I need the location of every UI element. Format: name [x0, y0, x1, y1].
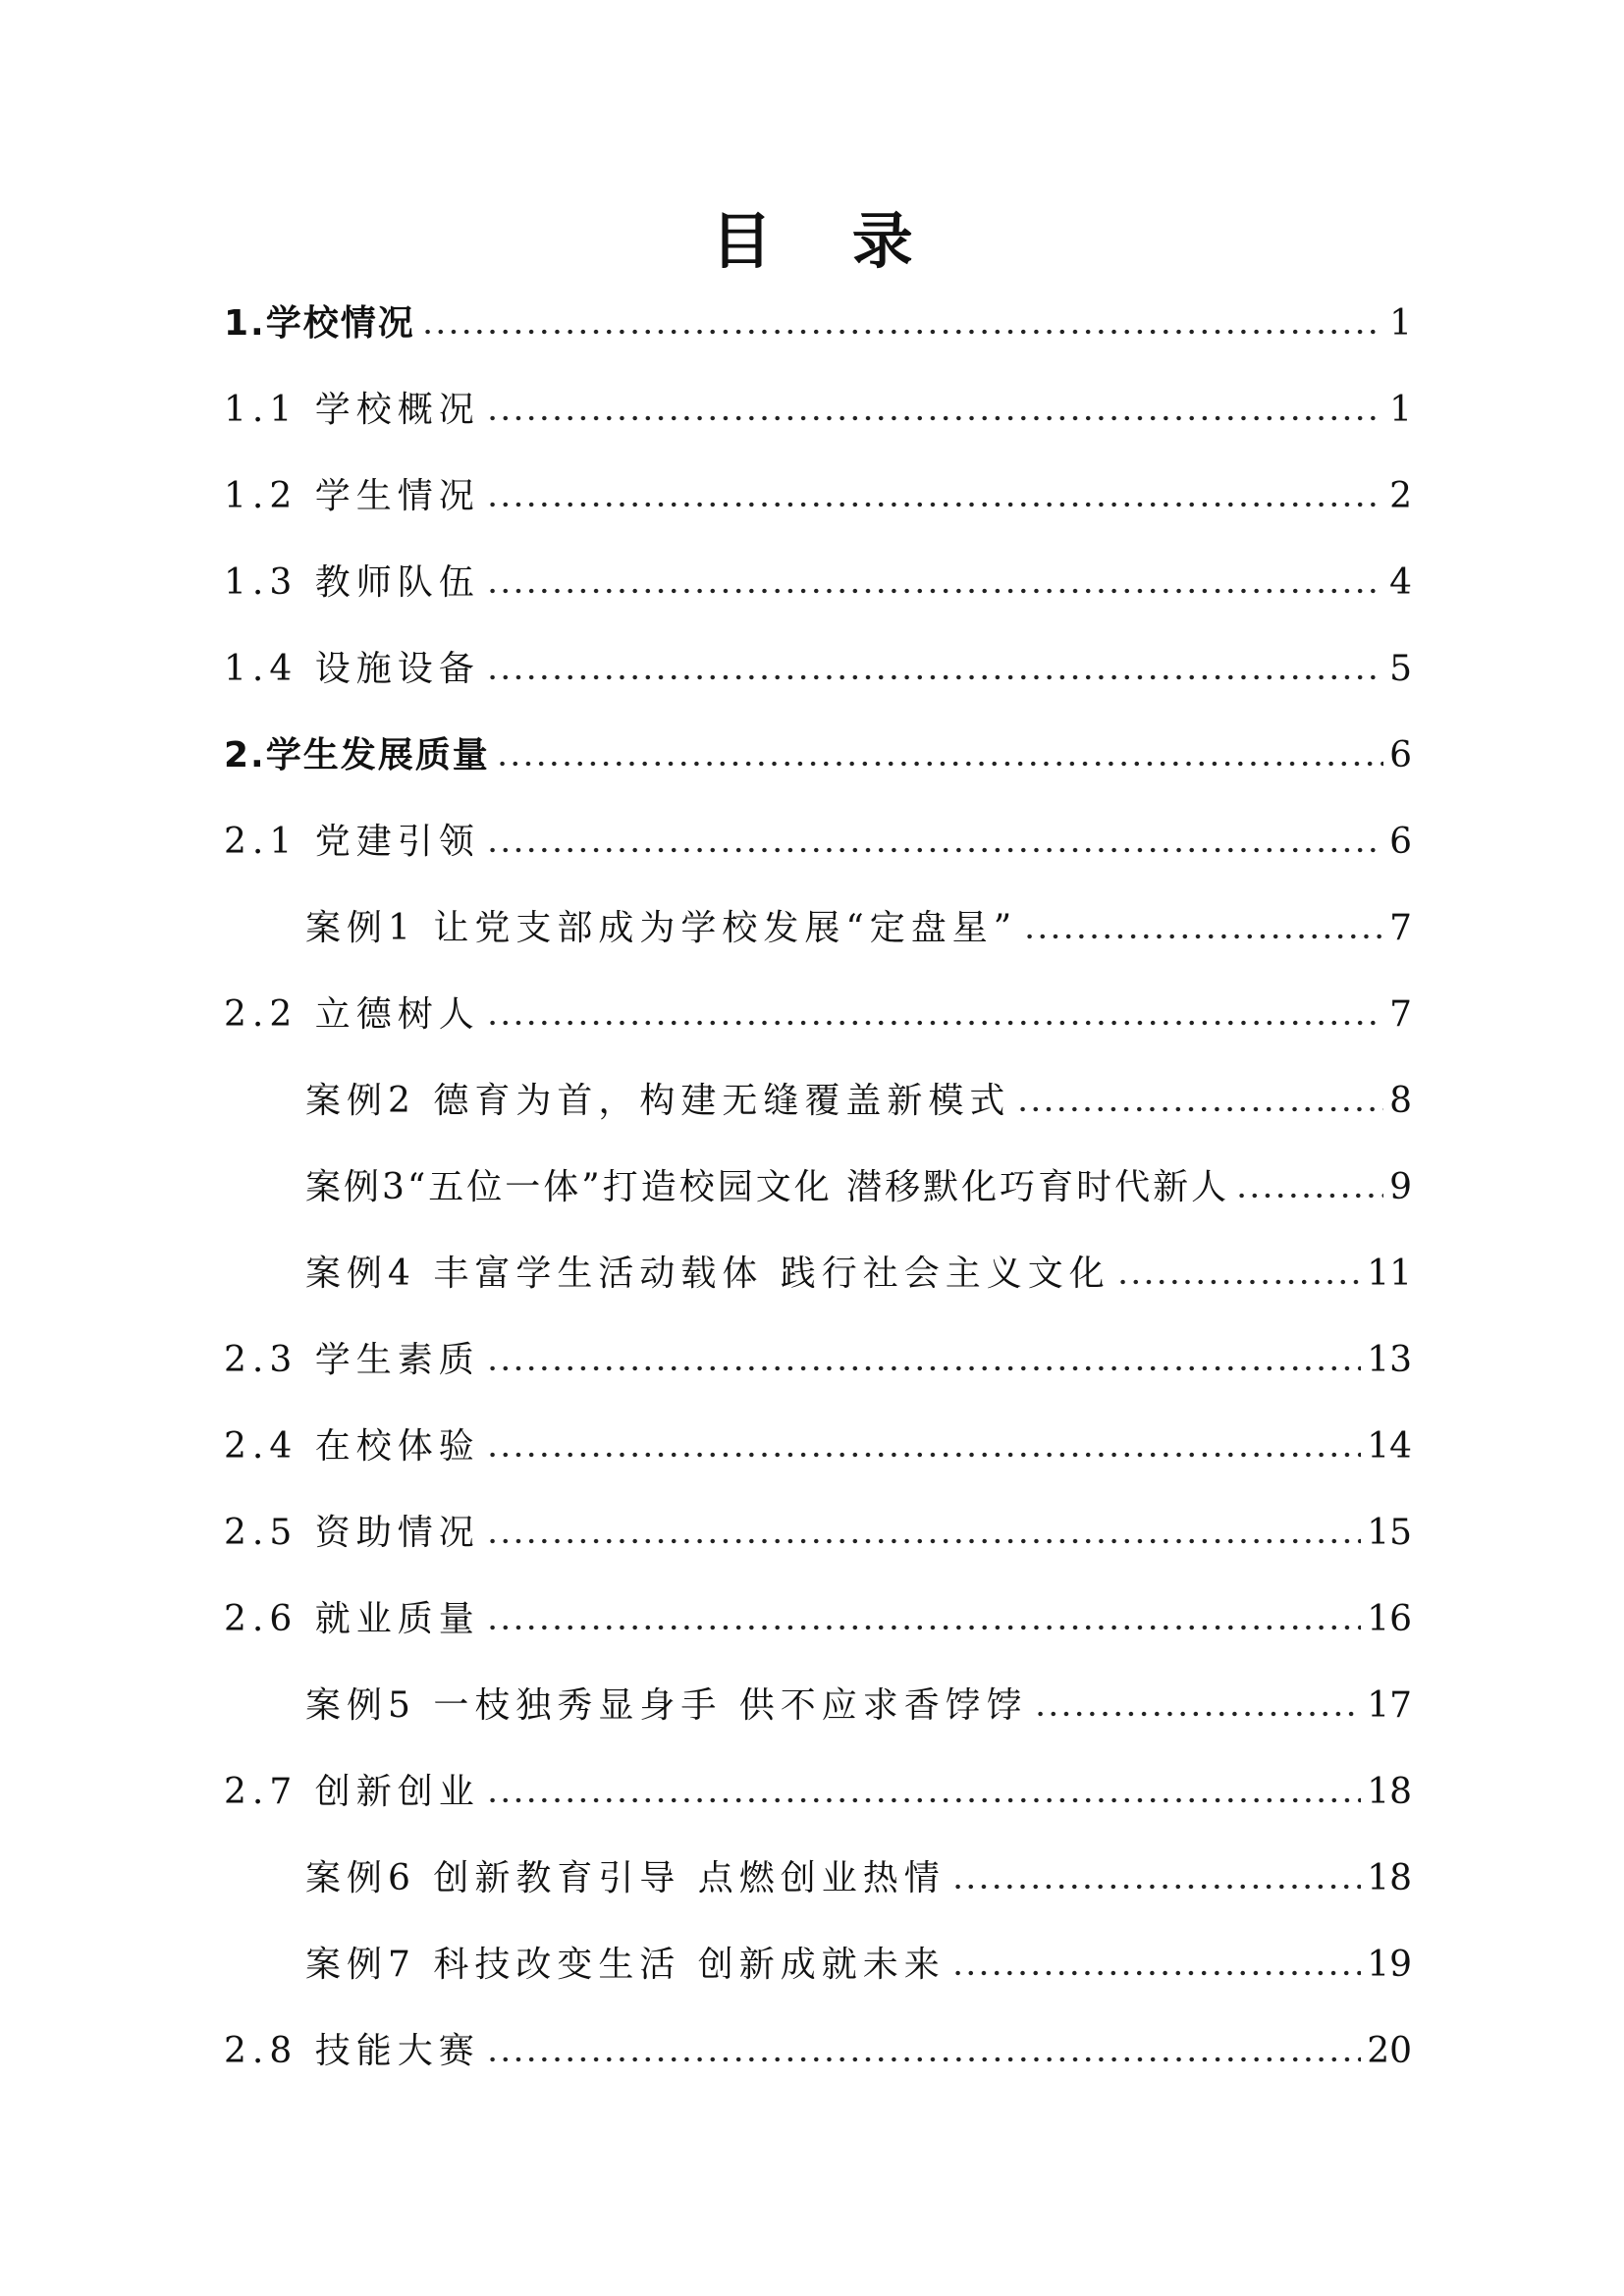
toc-page-number: 18 [1367, 1772, 1412, 1812]
toc-dot-leader [486, 587, 1383, 595]
toc-page-number: 2 [1389, 476, 1412, 516]
toc-entry-label: 2.3 学生素质 [224, 1340, 480, 1380]
toc-dot-leader [486, 1796, 1361, 1804]
toc-page-number: 18 [1367, 1858, 1412, 1898]
toc-dot-leader [486, 1019, 1383, 1027]
toc-entry[interactable] [305, 899, 1412, 958]
toc-dot-leader [486, 846, 1383, 854]
toc-entry[interactable] [224, 986, 1412, 1044]
toc-dot-leader [486, 673, 1383, 681]
toc-entry-label: 2.4 在校体验 [224, 1426, 480, 1467]
toc-entry-label: 1.4 设施设备 [224, 649, 480, 689]
toc-entry-label: 1.3 教师队伍 [224, 562, 480, 603]
toc-dot-leader [421, 328, 1383, 336]
toc-entry[interactable] [224, 1504, 1412, 1563]
toc-entry[interactable] [224, 381, 1412, 440]
toc-dot-leader [486, 1624, 1361, 1631]
toc-page-number: 14 [1367, 1426, 1412, 1467]
toc-entry[interactable] [224, 467, 1412, 526]
toc-entry[interactable] [305, 1936, 1412, 1995]
toc-entry[interactable] [224, 1331, 1412, 1390]
toc-entry-label: 案例3“五位一体”打造校园文化 潜移默化巧育时代新人 [305, 1167, 1230, 1207]
toc-dot-leader [951, 1883, 1361, 1891]
toc-entry-label: 2.7 创新创业 [224, 1772, 480, 1812]
page-title: 目 录 [711, 205, 943, 277]
toc-entry-label: 2.学生发展质量 [224, 735, 490, 775]
toc-page-number: 16 [1367, 1599, 1412, 1639]
toc-entry[interactable] [224, 1763, 1412, 1822]
toc-entry-label: 2.8 技能大赛 [224, 2031, 480, 2071]
toc-entry[interactable] [224, 726, 1412, 785]
toc-entry-label: 案例5 一枝独秀显身手 供不应求香饽饽 [305, 1685, 1028, 1726]
toc-entry-label: 2.6 就业质量 [224, 1599, 480, 1639]
toc-dot-leader [486, 501, 1383, 508]
toc-dot-leader [1116, 1278, 1361, 1286]
toc-dot-leader [486, 1537, 1361, 1545]
toc-entry[interactable] [224, 1417, 1412, 1476]
toc-entry[interactable] [224, 2022, 1412, 2081]
toc-entry[interactable] [305, 1677, 1412, 1735]
toc-entry[interactable] [305, 1849, 1412, 1908]
toc-entry-label: 1.1 学校概况 [224, 390, 480, 430]
toc-entry[interactable] [305, 1158, 1412, 1217]
toc-entry-label: 案例6 创新教育引导 点燃创业热情 [305, 1858, 946, 1898]
toc-entry-label: 2.1 党建引领 [224, 822, 480, 862]
toc-entry[interactable] [224, 294, 1412, 353]
toc-entry[interactable] [224, 1590, 1412, 1649]
toc-page-number: 7 [1389, 994, 1412, 1035]
toc-dot-leader [1235, 1192, 1383, 1200]
toc-page-number: 1 [1389, 303, 1412, 344]
toc-page-number: 1 [1389, 390, 1412, 430]
toc-page-number: 17 [1367, 1685, 1412, 1726]
toc-dot-leader [496, 760, 1383, 768]
toc-entry-label: 1.2 学生情况 [224, 476, 480, 516]
toc-page-number: 6 [1389, 735, 1412, 775]
toc-dot-leader [951, 1969, 1361, 1977]
toc-entry-label: 2.2 立德树人 [224, 994, 480, 1035]
toc-page-number: 19 [1367, 1945, 1412, 1985]
toc-entry-label: 案例4 丰富学生活动载体 践行社会主义文化 [305, 1254, 1110, 1294]
toc-entry[interactable] [224, 640, 1412, 699]
toc-dot-leader [486, 1364, 1361, 1372]
toc-dot-leader [1016, 1105, 1383, 1113]
toc-entry-label: 案例1 让党支部成为学校发展“定盘星” [305, 908, 1018, 948]
toc-page-number: 13 [1367, 1340, 1412, 1380]
toc-page-number: 15 [1367, 1513, 1412, 1553]
toc-page-number: 7 [1389, 908, 1412, 948]
toc-entry-label: 1.学校情况 [224, 303, 415, 344]
toc-page-number: 9 [1389, 1167, 1412, 1207]
toc-dot-leader [486, 414, 1383, 422]
toc-page-number: 6 [1389, 822, 1412, 862]
toc-entry[interactable] [305, 1072, 1412, 1131]
toc-page-number: 8 [1389, 1081, 1412, 1121]
toc-entry-label: 案例2 德育为首，构建无缝覆盖新模式 [305, 1081, 1011, 1121]
toc-entry-label: 2.5 资助情况 [224, 1513, 480, 1553]
toc-dot-leader [486, 2056, 1361, 2063]
toc-page-number: 5 [1389, 649, 1412, 689]
toc-dot-leader [1034, 1710, 1361, 1718]
toc-page-number: 20 [1367, 2031, 1412, 2071]
toc-page-number: 4 [1389, 562, 1412, 603]
toc-entry[interactable] [305, 1245, 1412, 1304]
toc-dot-leader [1023, 933, 1383, 940]
toc-page-number: 11 [1367, 1254, 1412, 1294]
toc-entry-label: 案例7 科技改变生活 创新成就未来 [305, 1945, 946, 1985]
toc-entry[interactable] [224, 554, 1412, 613]
toc-entry[interactable] [224, 813, 1412, 872]
toc-dot-leader [486, 1451, 1361, 1459]
